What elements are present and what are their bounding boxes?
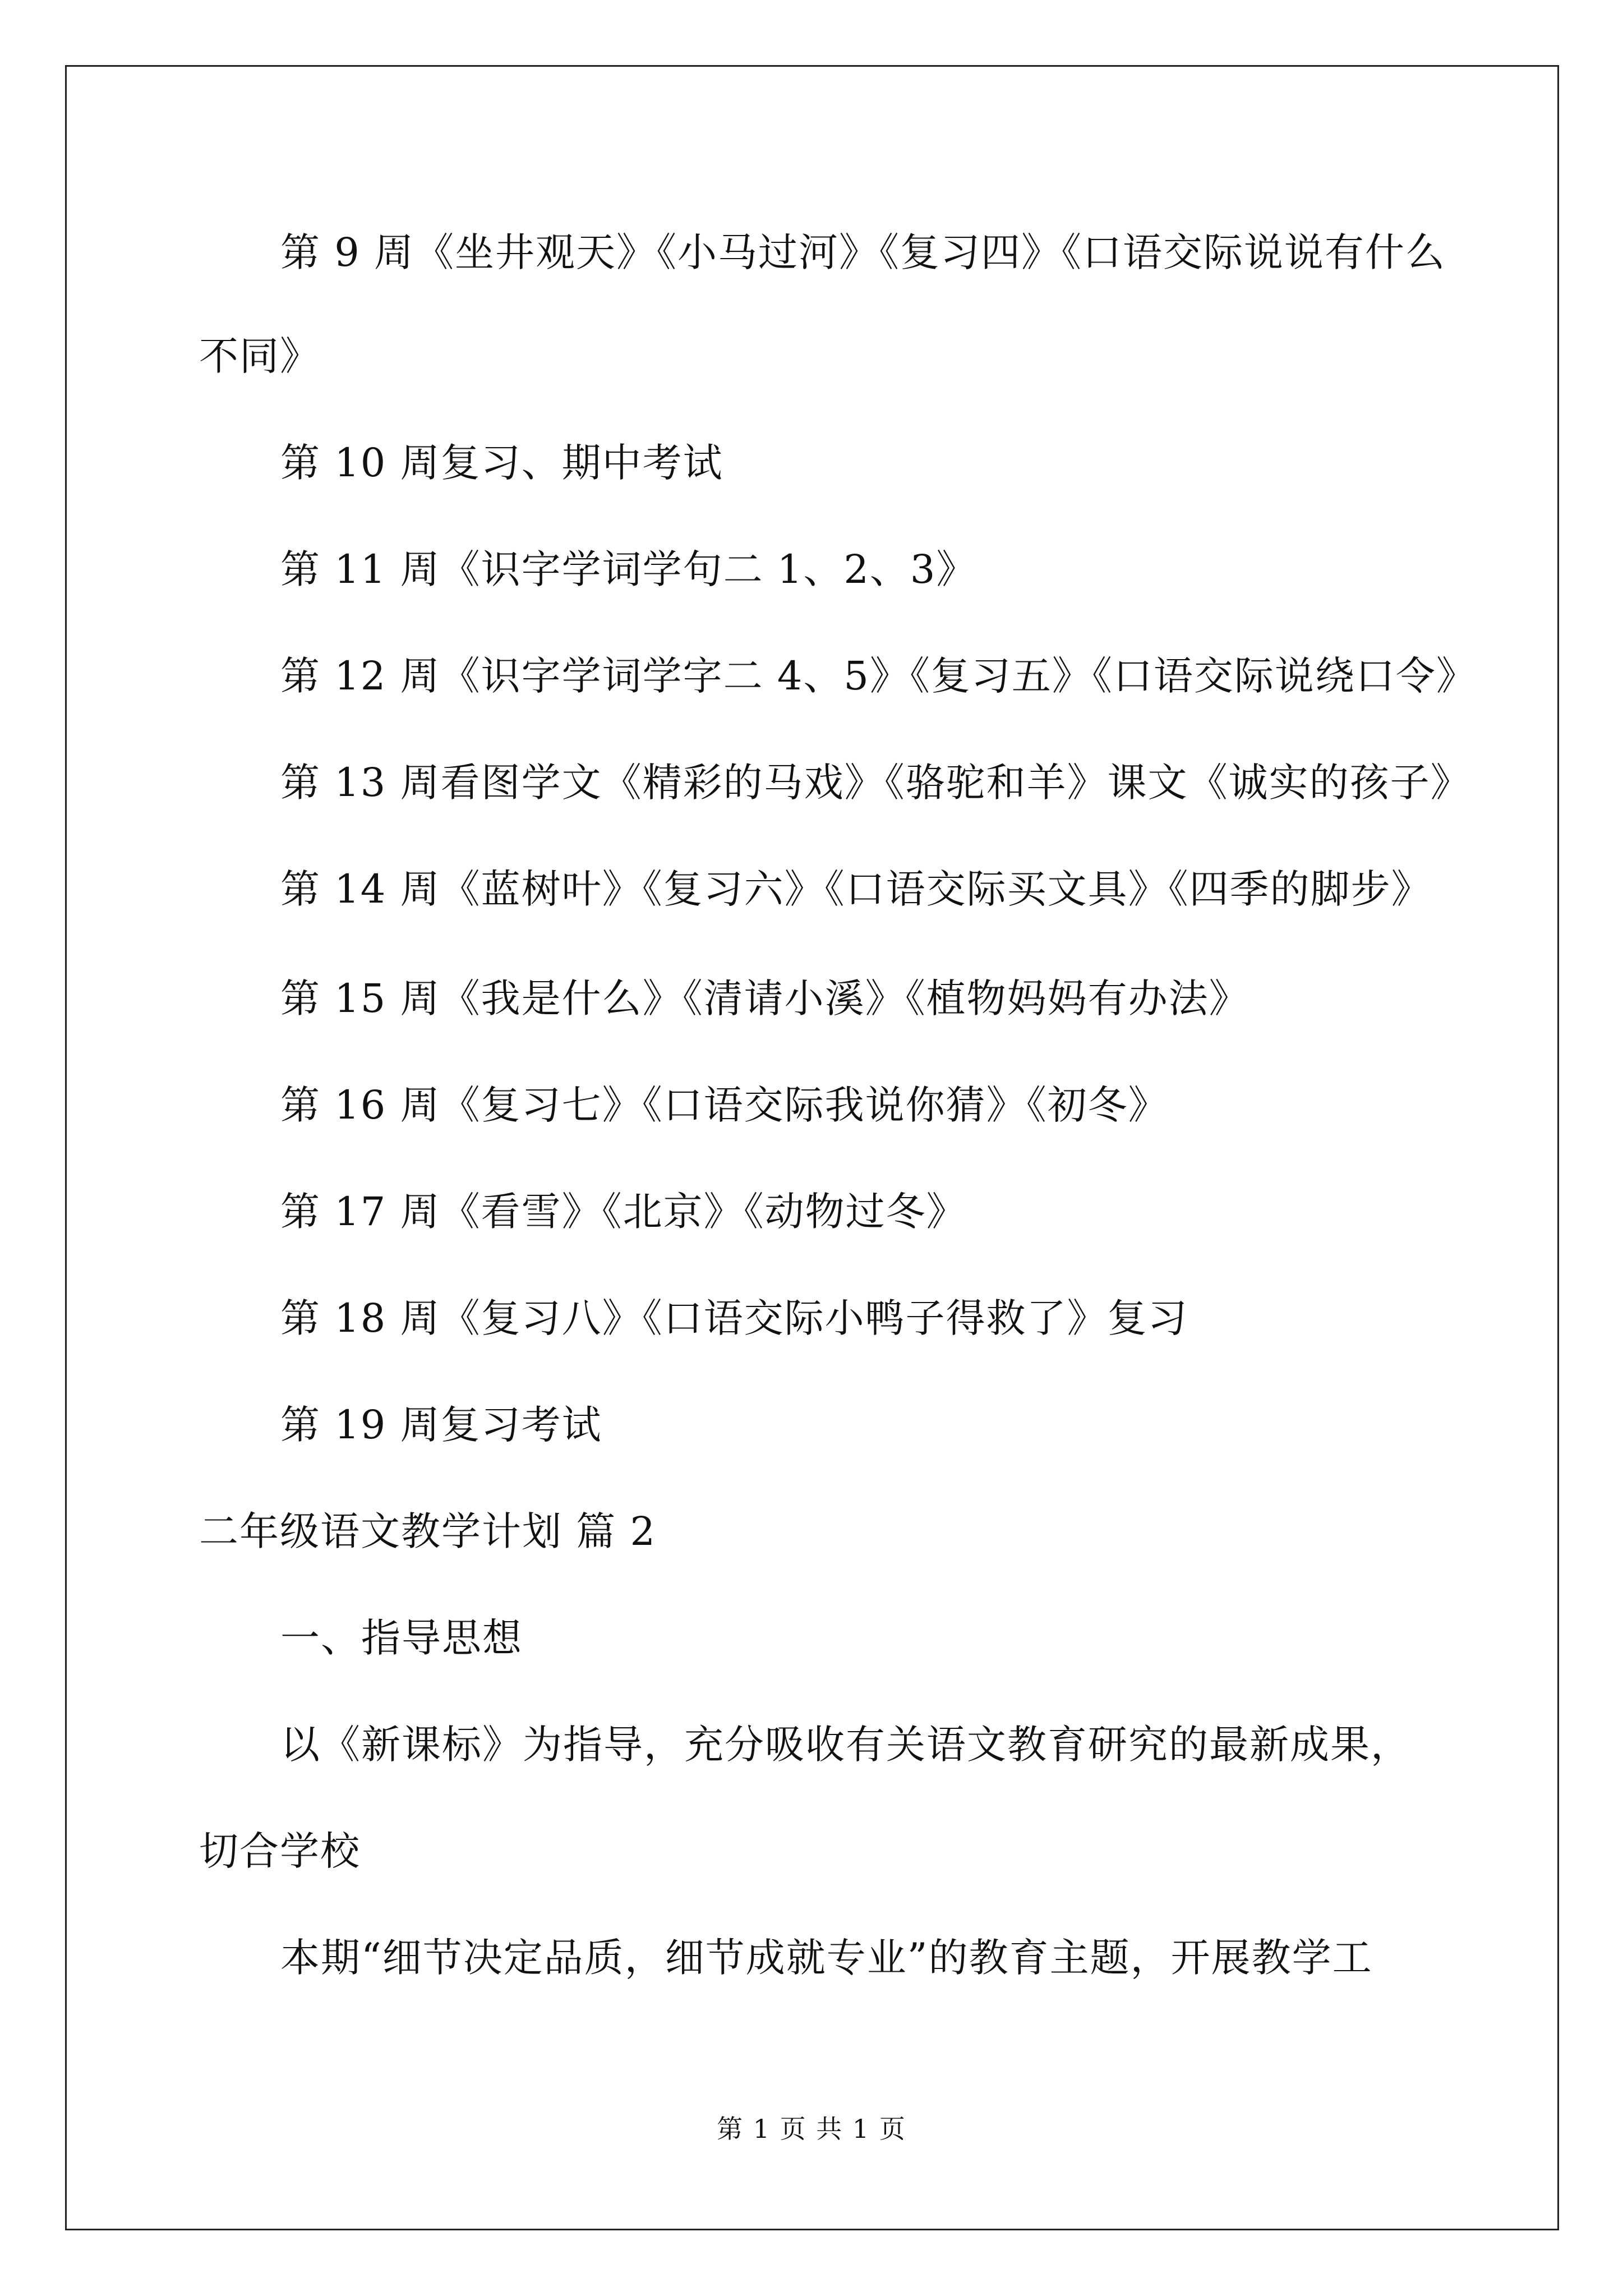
- text-line: 第 16 周《复习七》《口语交际我说你猜》《初冬》: [280, 1082, 1169, 1128]
- text-line: 第 10 周复习、期中考试: [280, 440, 723, 486]
- text-line: 第 14 周《蓝树叶》《复习六》《口语交际买文具》《四季的脚步》: [280, 866, 1432, 912]
- text-line: 第 13 周看图学文《精彩的马戏》《骆驼和羊》课文《诚实的孩子》: [280, 760, 1471, 806]
- text-line: 切合学校: [199, 1828, 361, 1874]
- text-line: 第 9 周《坐井观天》《小马过河》《复习四》《口语交际说说有什么: [280, 229, 1446, 275]
- page-border: [65, 65, 1559, 2230]
- section-heading: 二年级语文教学计划 篇 2: [199, 1508, 657, 1554]
- text-line: 不同》: [199, 333, 320, 379]
- text-line: 第 19 周复习考试: [280, 1402, 602, 1448]
- page-footer: 第 1 页 共 1 页: [717, 2114, 906, 2144]
- text-line: 第 17 周《看雪》《北京》《动物过冬》: [280, 1189, 967, 1235]
- text-line: 以《新课标》为指导，充分吸收有关语文教育研究的最新成果，: [280, 1722, 1411, 1768]
- subsection-heading: 一、指导思想: [280, 1615, 523, 1661]
- text-line: 本期“细节决定品质，细节成就专业”的教育主题，开展教学工: [280, 1935, 1373, 1981]
- text-line: 第 15 周《我是什么》《清请小溪》《植物妈妈有办法》: [280, 976, 1249, 1022]
- text-line: 第 12 周《识字学词学字二 4、5》《复习五》《口语交际说绕口令》: [280, 653, 1477, 699]
- text-line: 第 18 周《复习八》《口语交际小鸭子得救了》复习: [280, 1295, 1188, 1341]
- text-line: 第 11 周《识字学词学句二 1、2、3》: [280, 546, 977, 592]
